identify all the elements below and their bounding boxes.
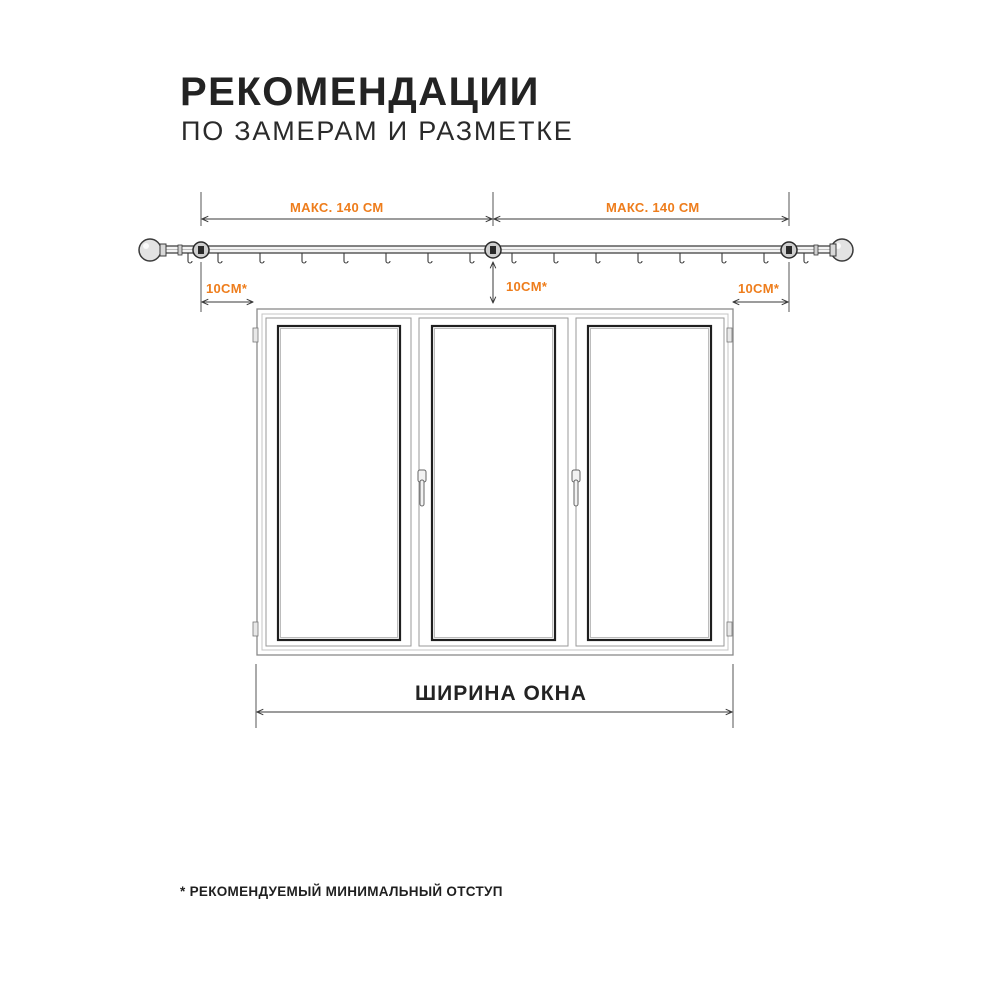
max-length-label-left: МАКС. 140 СМ <box>290 200 384 215</box>
page-title: РЕКОМЕНДАЦИИ <box>180 70 540 114</box>
offset-label-left: 10CM* <box>206 281 248 296</box>
curtain-rod-icon <box>139 239 853 263</box>
max-length-label-right: МАКС. 140 СМ <box>606 200 700 215</box>
offset-label-right: 10CM* <box>738 281 780 296</box>
footnote: * РЕКОМЕНДУЕМЫЙ МИНИМАЛЬНЫЙ ОТСТУП <box>180 884 503 899</box>
window-width-label: ШИРИНА ОКНА <box>415 682 587 705</box>
triple-window-icon <box>253 309 733 655</box>
offset-label-center: 10CM* <box>506 279 548 294</box>
page-subtitle: ПО ЗАМЕРАМ И РАЗМЕТКЕ <box>181 116 574 146</box>
